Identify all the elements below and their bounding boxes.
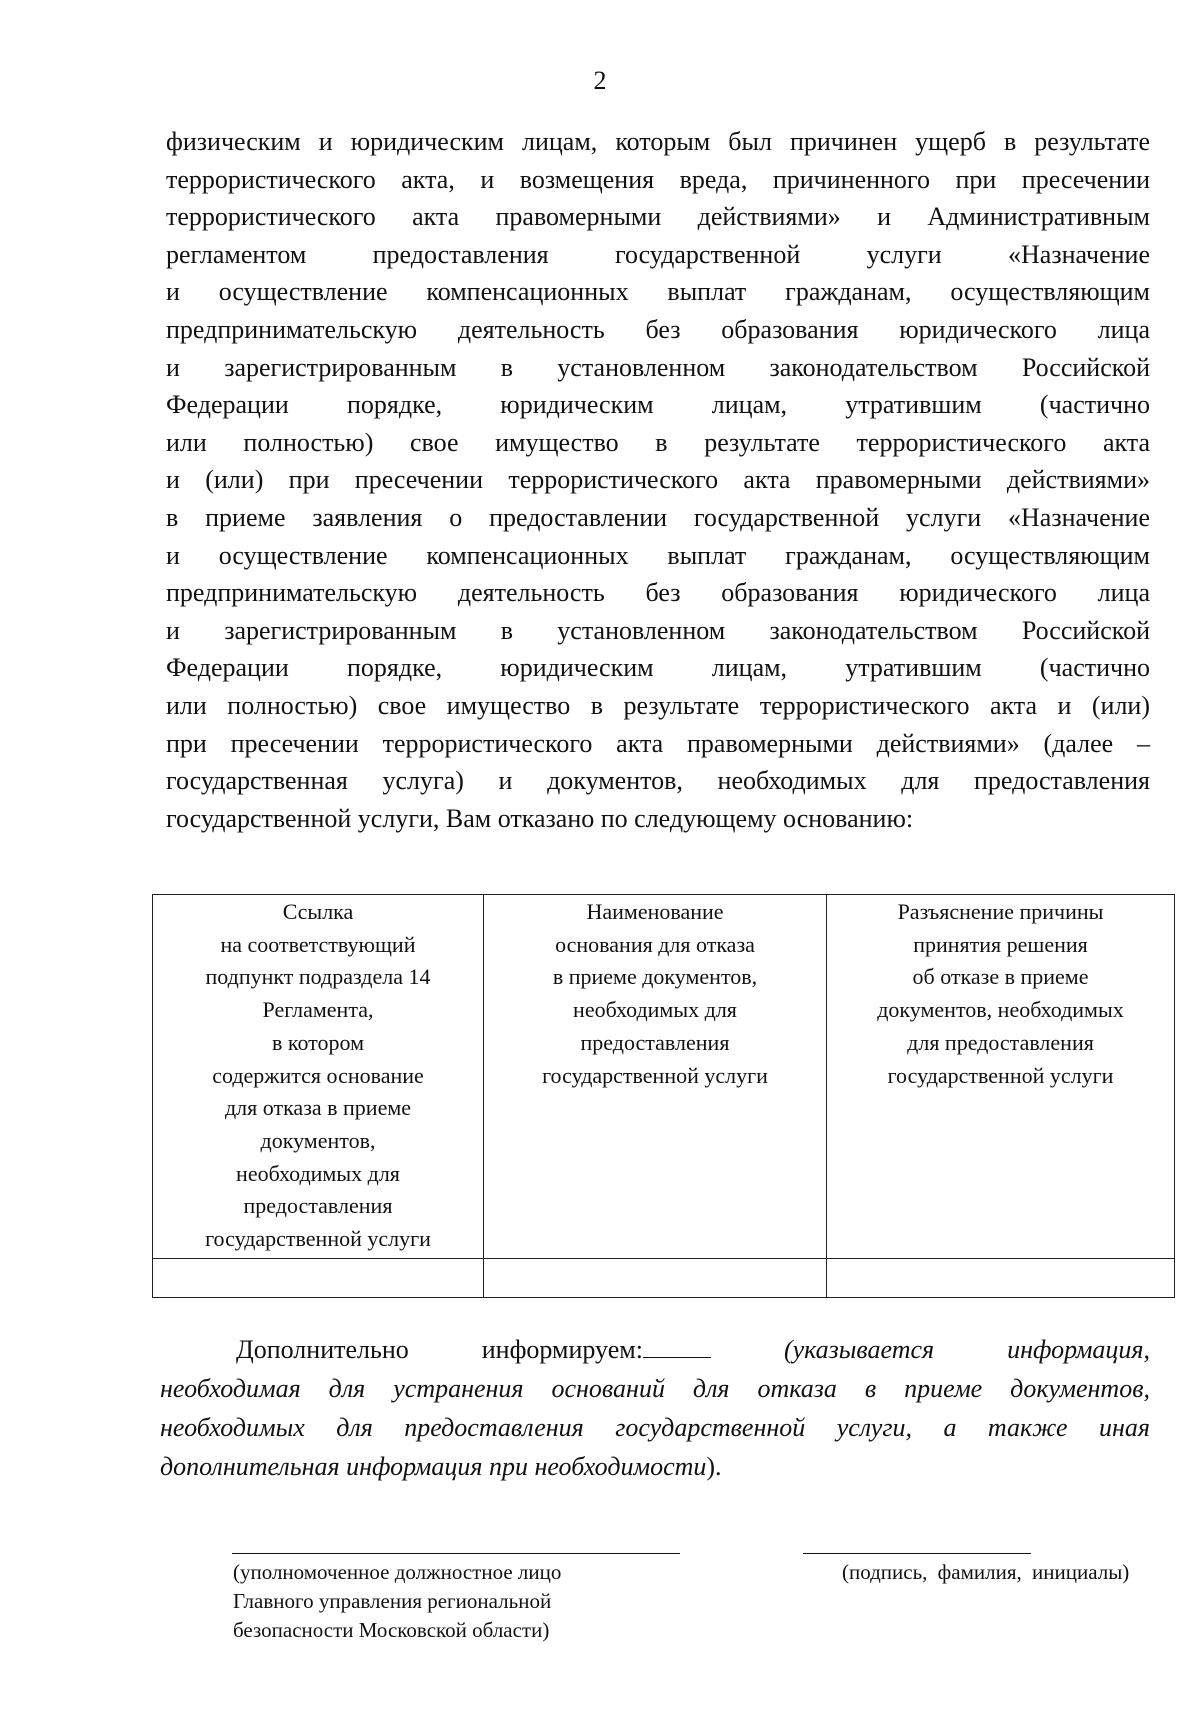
header-cell-line: в приеме документов, xyxy=(552,964,758,990)
body-line: и зарегистрированным в установленном законодательством Российской xyxy=(166,352,1150,382)
header-cell-line: государственной услуги xyxy=(542,1062,768,1088)
official-caption-line: (уполномоченное должностное лицо xyxy=(233,1560,562,1584)
header-cell-line: документов, xyxy=(260,1127,376,1153)
refusal-grounds-table xyxy=(152,894,1175,1298)
body-line: или полностью) свое имущество в результате террористического акта и (или) xyxy=(166,690,1150,720)
header-cell-line: для предоставления xyxy=(907,1029,1094,1055)
body-line: или полностью) свое имущество в результате террористического акта xyxy=(166,427,1150,457)
header-cell-line: Ссылка xyxy=(282,899,354,924)
body-line: и (или) при пресечении террористического акта правомерными действиями» xyxy=(166,465,1150,495)
header-cell-line: необходимых для xyxy=(573,997,737,1023)
table-cell xyxy=(484,1258,827,1297)
official-caption-line: безопасности Московской области) xyxy=(233,1618,550,1642)
body-line: предпринимательскую деятельность без образования юридического лица xyxy=(166,314,1150,344)
signature-caption: (подпись, фамилия, инициалы) xyxy=(842,1560,1130,1584)
header-cell-line: Разъяснение причины xyxy=(897,899,1104,924)
additional-info-line: необходимая для устранения оснований для отказа в приеме документов, xyxy=(160,1374,1150,1403)
body-line: террористического акта, и возмещения вреда, причиненного при пресечении xyxy=(166,164,1150,194)
body-line: физическим и юридическим лицам, которым был причинен ущерб в результате xyxy=(166,127,1150,156)
additional-info-italic: (указывается информация, xyxy=(783,1335,1151,1364)
official-caption-line: Главного управления региональной xyxy=(233,1589,552,1613)
additional-info-line xyxy=(160,1447,1150,1486)
body-paragraph xyxy=(166,123,1150,837)
header-cell-ground-name xyxy=(484,895,827,1259)
header-cell-reference xyxy=(153,895,484,1259)
additional-info-paragraph xyxy=(160,1330,1150,1486)
header-cell-line: для отказа в приеме xyxy=(224,1095,412,1121)
header-cell-line: об отказе в приеме xyxy=(912,964,1089,990)
official-signature-line xyxy=(232,1553,680,1554)
additional-info-lead: Дополнительно информируем: xyxy=(236,1335,643,1364)
page-number: 2 xyxy=(593,66,607,95)
header-cell-line: государственной услуги xyxy=(887,1062,1114,1088)
body-line: террористического акта правомерными действиями» и Административным xyxy=(166,202,1150,232)
body-line: государственной услуги, Вам отказано по следующему основанию: xyxy=(166,803,914,833)
additional-info-line: необходимых для предоставления государственной услуги, а также иная xyxy=(160,1413,1150,1442)
additional-info-closing: ). xyxy=(706,1452,722,1481)
body-line: в приеме заявления о предоставлении государственной услуги «Назначение xyxy=(166,502,1150,532)
header-cell-line: предоставления xyxy=(580,1029,730,1055)
body-line: государственная услуга) и документов, необходимых для предоставления xyxy=(166,766,1150,796)
table-row xyxy=(153,1258,1175,1297)
body-line: Федерации порядке, юридическим лицам, утратившим (частично xyxy=(166,653,1150,683)
fill-in-blank xyxy=(643,1335,711,1358)
header-cell-line: Наименование xyxy=(586,899,724,924)
header-cell-line: содержится основание xyxy=(212,1062,424,1088)
header-cell-line: Регламента, xyxy=(262,997,374,1023)
header-cell-line: документов, необходимых xyxy=(877,997,1124,1023)
header-cell-line: подпункт подраздела 14 xyxy=(205,964,431,990)
header-cell-line: предоставления xyxy=(243,1193,393,1219)
additional-info-line xyxy=(160,1330,1150,1369)
header-cell-line: принятия решения xyxy=(913,931,1088,957)
header-cell-line: государственной услуги xyxy=(205,1226,431,1252)
body-line: Федерации порядке, юридическим лицам, утратившим (частично xyxy=(166,390,1150,420)
header-cell-explanation xyxy=(827,895,1175,1259)
header-cell-line: на соответствующий xyxy=(220,931,416,957)
table-cell xyxy=(827,1258,1175,1297)
additional-info-italic: дополнительная информация при необходимости xyxy=(160,1452,707,1481)
official-caption xyxy=(233,1558,561,1645)
body-line: и осуществление компенсационных выплат гражданам, осуществляющим xyxy=(166,277,1150,307)
signature-line xyxy=(803,1553,1031,1554)
table-cell xyxy=(153,1258,484,1297)
header-cell-line: основания для отказа xyxy=(555,931,755,957)
body-line: регламентом предоставления государственной услуги «Назначение xyxy=(166,239,1150,269)
body-line: и осуществление компенсационных выплат гражданам, осуществляющим xyxy=(166,540,1150,570)
header-cell-line: необходимых для xyxy=(236,1160,400,1186)
header-cell-line: в котором xyxy=(272,1029,364,1055)
body-line: и зарегистрированным в установленном законодательством Российской xyxy=(166,615,1150,645)
body-line: при пресечении террористического акта правомерными действиями» (далее – xyxy=(166,728,1150,758)
body-line: предпринимательскую деятельность без образования юридического лица xyxy=(166,578,1150,608)
table-header-row xyxy=(153,895,1175,1259)
